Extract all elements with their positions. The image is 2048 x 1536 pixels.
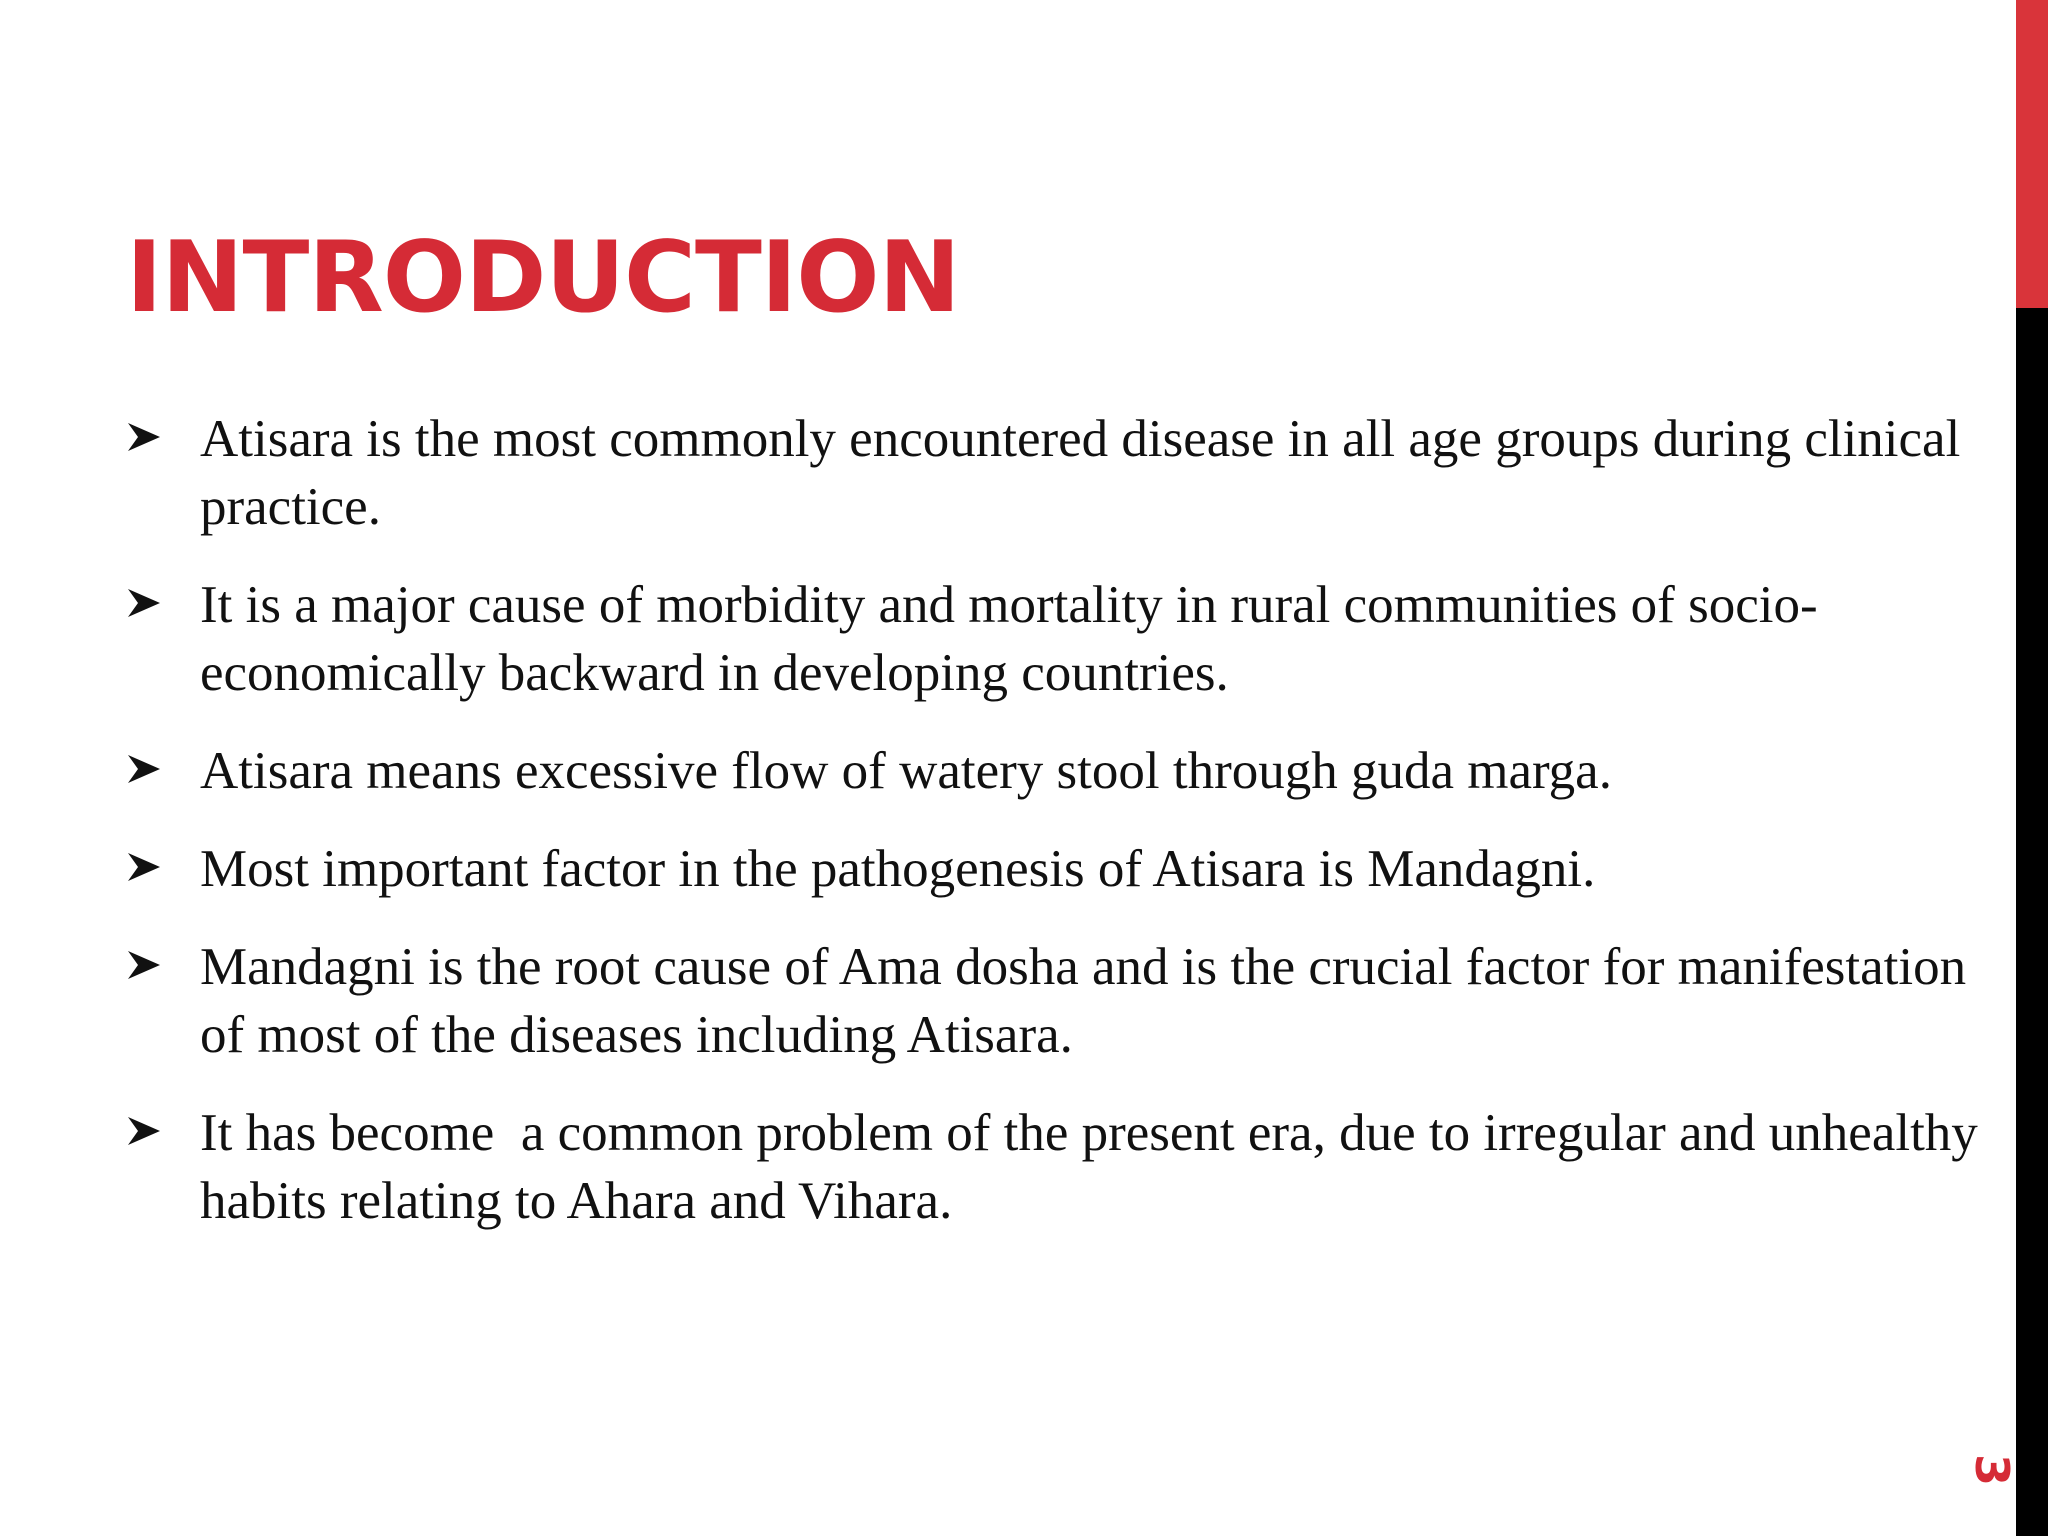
bullet-item (126, 835, 2006, 903)
bullet-item (126, 405, 2006, 541)
bullet-item (126, 933, 2006, 1069)
bullet-text: Most important factor in the pathogenesis of Atisara is Mandagni. (200, 840, 1596, 898)
arrowhead-bullet-icon (126, 947, 162, 983)
bullet-item (126, 1099, 2006, 1235)
arrowhead-bullet-icon (126, 849, 162, 885)
bullet-text: Atisara is the most commonly encountered disease in all age groups during clinical practice. (200, 410, 1974, 536)
bullet-item (126, 571, 2006, 707)
bullet-list (126, 405, 2006, 1265)
bullet-text: Mandagni is the root cause of Ama dosha and is the crucial factor for manifestation of most of the diseases including Atisara. (200, 938, 1993, 1064)
bullet-item (126, 737, 2006, 805)
arrowhead-bullet-icon (126, 585, 162, 621)
arrowhead-bullet-icon (126, 419, 162, 455)
page-number: 3 (1965, 1453, 2019, 1486)
side-accent-bar-black (2016, 308, 2048, 1536)
arrowhead-bullet-icon (126, 1113, 162, 1149)
arrowhead-bullet-icon (126, 751, 162, 787)
bullet-text: Atisara means excessive flow of watery stool through guda marga. (200, 742, 1612, 800)
bullet-text: It is a major cause of morbidity and mortality in rural communities of socio-economically backward in developing countries. (200, 576, 1818, 702)
bullet-text: It has become a common problem of the present era, due to irregular and unhealthy habits relating to Ahara and Vihara. (200, 1104, 1992, 1230)
side-accent-bar-red (2016, 0, 2048, 308)
slide-title: INTRODUCTION (126, 221, 960, 335)
